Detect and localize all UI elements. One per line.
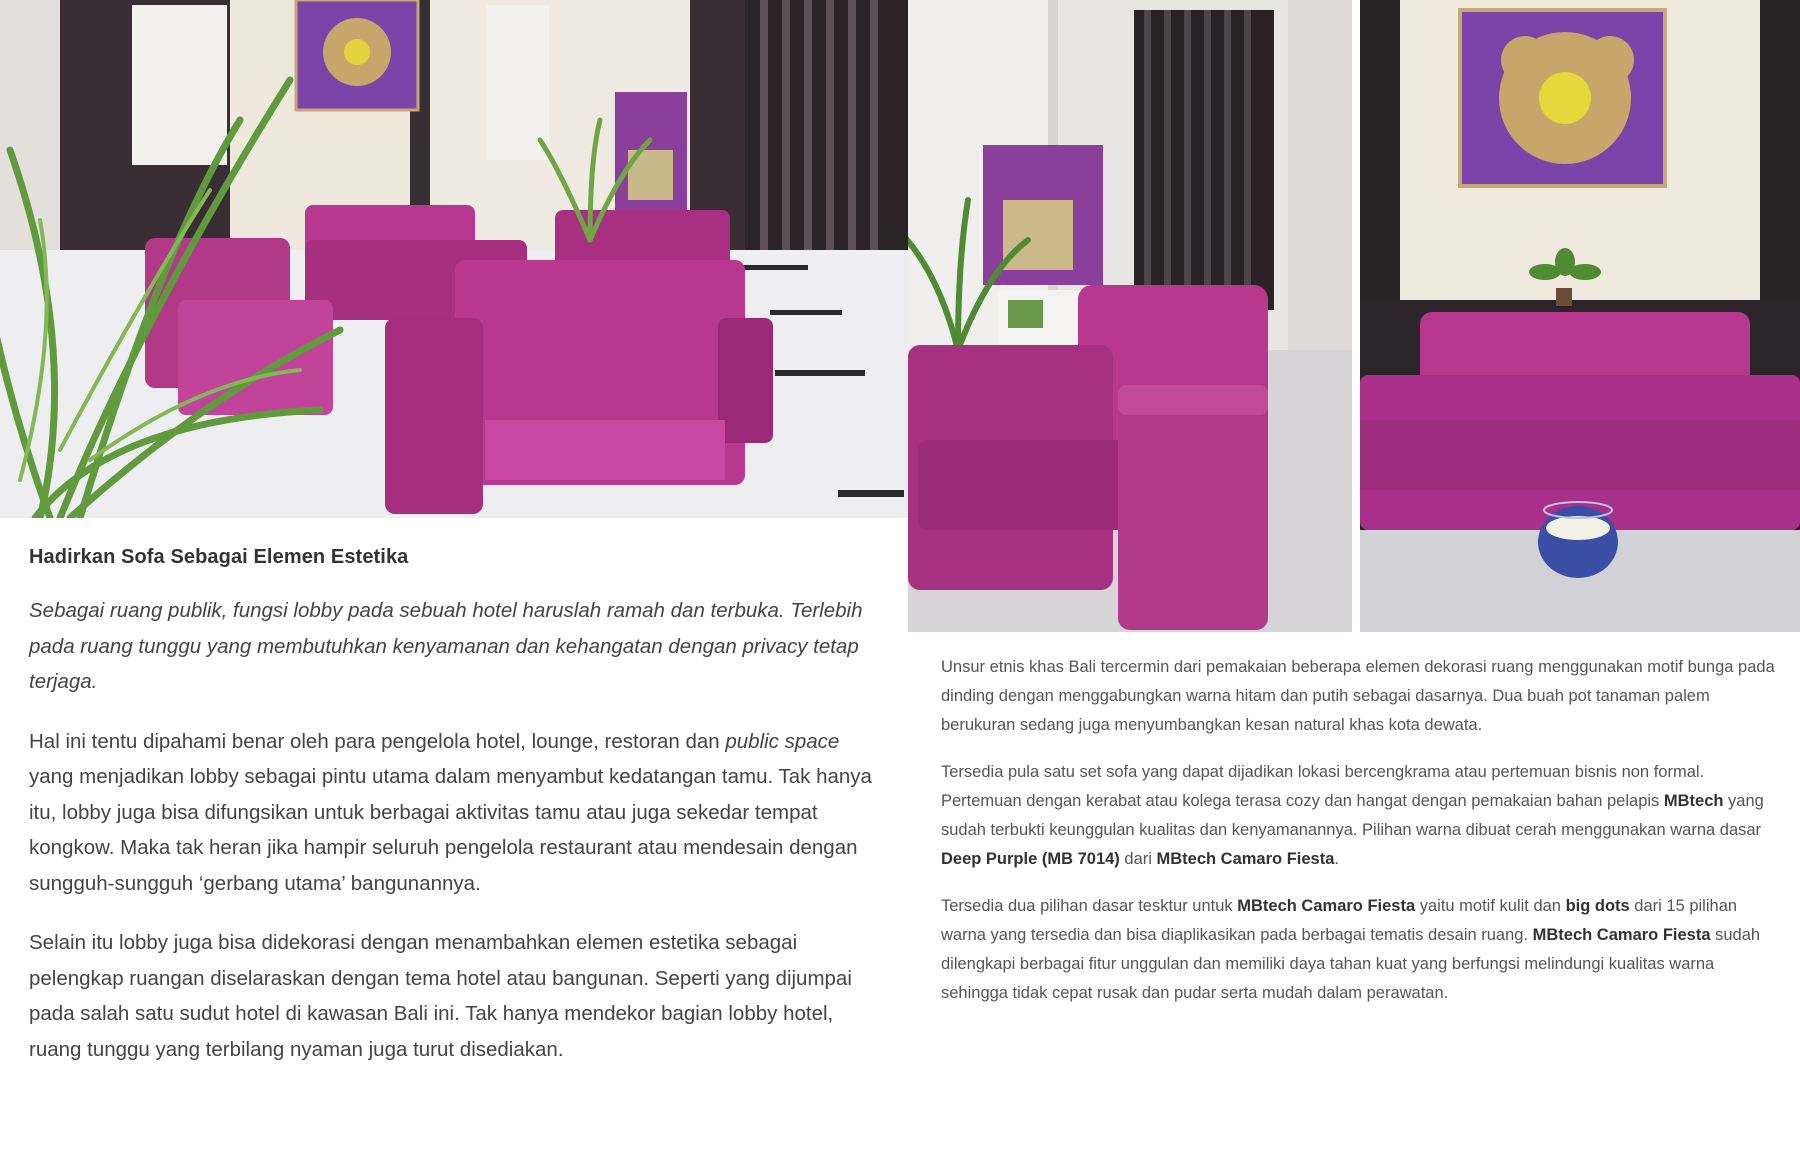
right-article-column: [941, 653, 1781, 1026]
paragraph-hotel-lobby: Hal ini tentu dipahami benar oleh para pengelola hotel, lounge, restoran dan public space yang menjadikan lobby sebagai pintu utama dalam menyambut kedatangan tamu. Tak hanya itu, lobby juga bisa difungsikan untuk berbagai aktivitas tamu atau juga sekedar tempat kongkow. Maka tak heran jika hampir seluruh pengelola restaurant atau mendesain dengan sungguh-sungguh ‘gerbang utama’ bangunannya.: [29, 729, 872, 895]
paragraph-sofa-set: Tersedia pula satu set sofa yang dapat dijadikan lokasi bercengkrama atau pertemuan bisnis non formal. Pertemuan dengan kerabat atau kolega terasa cozy dan hangat dengan pemakaian bahan pelapis MBtech yang sudah terbukti keunggulan kualitas dan kenyamanannya. Pilihan warna dibuat cerah menggunakan warna dasar Deep Purple (MB 7014) dari MBtech Camaro Fiesta.: [941, 763, 1764, 868]
sofa-photo: [1360, 0, 1800, 632]
product-camaro-fiesta: MBtech Camaro Fiesta: [1156, 850, 1335, 868]
article-heading: Hadirkan Sofa Sebagai Elemen Estetika: [29, 546, 409, 568]
product-camaro-fiesta: MBtech Camaro Fiesta: [1237, 897, 1416, 915]
lead-paragraph: Sebagai ruang publik, fungsi lobby pada sebuah hotel haruslah ramah dan terbuka. Terlebih pada ruang tunggu yang membutuhkan kenyamanan dan kehangatan dengan privacy tetap terjaga.: [29, 599, 863, 693]
color-deep-purple: Deep Purple (MB 7014): [941, 850, 1120, 868]
public-space-term: public space: [725, 729, 840, 753]
product-camaro-fiesta: MBtech Camaro Fiesta: [1532, 926, 1711, 944]
photo-divider: [1352, 0, 1360, 632]
lobby-photo: [0, 0, 908, 518]
paragraph-decoration: Selain itu lobby juga bisa didekorasi dengan menambahkan elemen estetika sebagai pelengkap ruangan diselaraskan dengan tema hotel atau bangunan. Seperti yang dijumpai pada salah satu sudut hotel di kawasan Bali ini. Tak hanya mendekor bagian lobby hotel, ruang tunggu yang terbilang nyaman juga turut disediakan.: [29, 931, 852, 1061]
armchair-photo: [908, 0, 1352, 632]
paragraph-texture-options: Tersedia dua pilihan dasar tesktur untuk MBtech Camaro Fiesta yaitu motif kulit dan big dots dari 15 pilihan warna yang tersedia dan bisa diaplikasikan pada berbagai tematis desain ruang. MBtech Camaro Fiesta sudah dilengkapi berbagai fitur unggulan dan memiliki daya tahan kuat yang berfungsi melindungi kualitas warna sehingga tidak cepat rusak dan pudar serta mudah dalam perawatan.: [941, 897, 1761, 1002]
brand-mbtech: MBtech: [1663, 792, 1724, 810]
left-article-column: [29, 546, 879, 1091]
paragraph-bali-elements: Unsur etnis khas Bali tercermin dari pemakaian beberapa elemen dekorasi ruang menggunakan motif bunga pada dinding dengan menggabungkan warna hitam dan putih sebagai dasarnya. Dua buah pot tanaman palem berukuran sedang juga menyumbangkan kesan natural khas kota dewata.: [941, 658, 1775, 734]
texture-big-dots: big dots: [1565, 897, 1630, 915]
